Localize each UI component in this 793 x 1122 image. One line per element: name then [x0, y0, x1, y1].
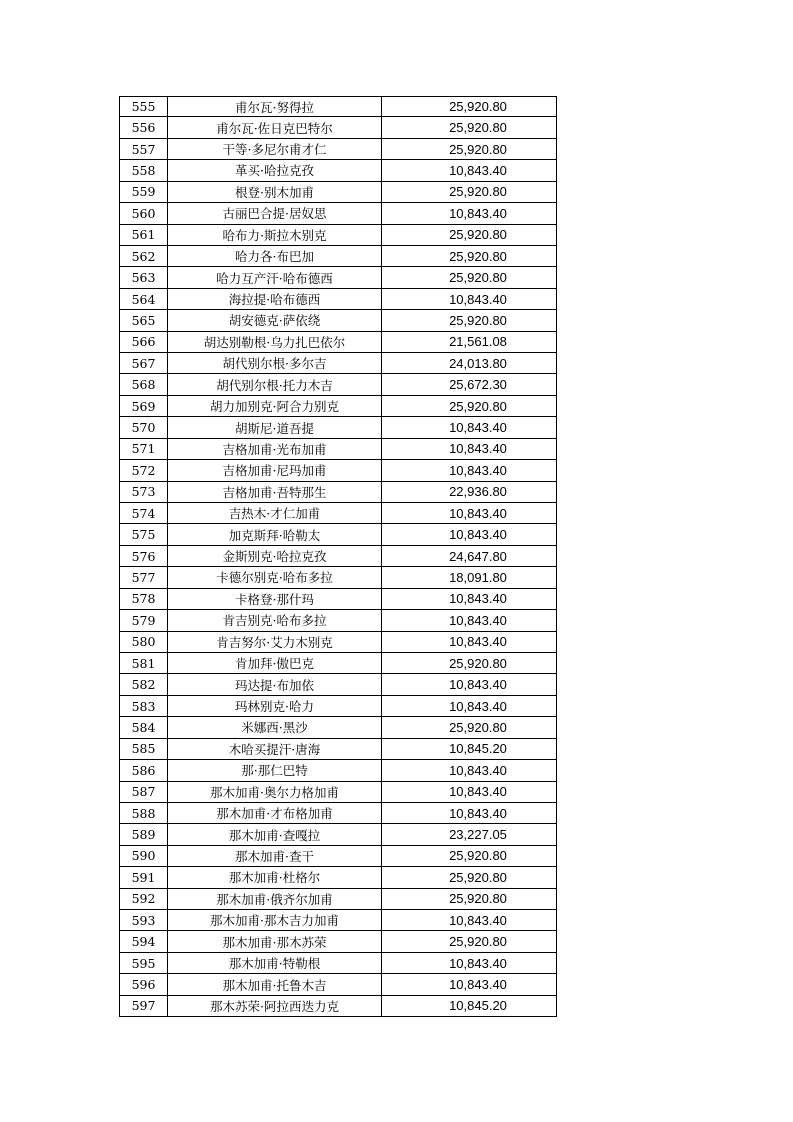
name-cell: 那·那仁巴特	[167, 760, 381, 780]
table-row	[119, 117, 557, 138]
table-row	[119, 760, 557, 781]
amount-cell: 10,843.40	[381, 910, 557, 930]
table-row	[119, 589, 557, 610]
row-number-cell: 587	[119, 782, 167, 802]
table-row	[119, 910, 557, 931]
table-row	[119, 674, 557, 695]
name-cell: 哈力各·布巴加	[167, 246, 381, 266]
row-number-cell: 571	[119, 439, 167, 459]
name-cell: 胡代别尔根·托力木吉	[167, 374, 381, 394]
name-cell: 根登·别木加甫	[167, 182, 381, 202]
name-cell: 干等·多尼尔甫才仁	[167, 139, 381, 159]
data-table	[119, 96, 557, 1017]
table-row	[119, 632, 557, 653]
amount-cell: 25,920.80	[381, 653, 557, 673]
amount-cell: 10,843.40	[381, 589, 557, 609]
amount-cell: 21,561.08	[381, 332, 557, 352]
row-number-cell: 585	[119, 739, 167, 759]
row-number-cell: 595	[119, 953, 167, 973]
table-row	[119, 267, 557, 288]
amount-cell: 25,920.80	[381, 267, 557, 287]
amount-cell: 25,672.30	[381, 374, 557, 394]
name-cell: 甫尔瓦·佐日克巴特尔	[167, 117, 381, 137]
amount-cell: 25,920.80	[381, 246, 557, 266]
row-number-cell: 576	[119, 546, 167, 566]
amount-cell: 10,843.40	[381, 632, 557, 652]
name-cell: 胡达别勒根·乌力扎巴依尔	[167, 332, 381, 352]
name-cell: 米娜西·黑沙	[167, 717, 381, 737]
row-number-cell: 570	[119, 417, 167, 437]
name-cell: 胡安德克·萨依绕	[167, 310, 381, 330]
name-cell: 胡力加别克·阿合力别克	[167, 396, 381, 416]
table-row	[119, 953, 557, 974]
row-number-cell: 588	[119, 803, 167, 823]
name-cell: 古丽巴合提·居奴思	[167, 203, 381, 223]
name-cell: 那木加甫·那木苏荣	[167, 931, 381, 951]
table-row	[119, 610, 557, 631]
row-number-cell: 559	[119, 182, 167, 202]
table-row	[119, 332, 557, 353]
row-number-cell: 593	[119, 910, 167, 930]
amount-cell: 10,845.20	[381, 739, 557, 759]
name-cell: 那木加甫·才布格加甫	[167, 803, 381, 823]
name-cell: 那木加甫·托鲁木吉	[167, 974, 381, 994]
name-cell: 加克斯拜·哈勒太	[167, 524, 381, 544]
table-row	[119, 439, 557, 460]
amount-cell: 10,843.40	[381, 503, 557, 523]
amount-cell: 10,843.40	[381, 674, 557, 694]
row-number-cell: 569	[119, 396, 167, 416]
row-number-cell: 592	[119, 889, 167, 909]
table-row	[119, 96, 557, 117]
amount-cell: 25,920.80	[381, 182, 557, 202]
row-number-cell: 565	[119, 310, 167, 330]
amount-cell: 25,920.80	[381, 889, 557, 909]
name-cell: 哈力互产汗·哈布德西	[167, 267, 381, 287]
row-number-cell: 561	[119, 225, 167, 245]
amount-cell: 25,920.80	[381, 117, 557, 137]
row-number-cell: 572	[119, 460, 167, 480]
amount-cell: 25,920.80	[381, 931, 557, 951]
table-row	[119, 203, 557, 224]
name-cell: 那木加甫·杜格尔	[167, 867, 381, 887]
amount-cell: 10,843.40	[381, 289, 557, 309]
row-number-cell: 589	[119, 824, 167, 844]
amount-cell: 25,920.80	[381, 717, 557, 737]
name-cell: 肯吉别克·哈布多拉	[167, 610, 381, 630]
amount-cell: 10,845.20	[381, 996, 557, 1016]
row-number-cell: 586	[119, 760, 167, 780]
row-number-cell: 574	[119, 503, 167, 523]
row-number-cell: 596	[119, 974, 167, 994]
table-row	[119, 867, 557, 888]
table-row	[119, 739, 557, 760]
table-row	[119, 546, 557, 567]
name-cell: 胡代别尔根·多尔吉	[167, 353, 381, 373]
row-number-cell: 555	[119, 97, 167, 116]
name-cell: 那木加甫·查干	[167, 846, 381, 866]
name-cell: 吉格加甫·吾特那生	[167, 482, 381, 502]
name-cell: 那木加甫·特勒根	[167, 953, 381, 973]
amount-cell: 25,920.80	[381, 846, 557, 866]
row-number-cell: 567	[119, 353, 167, 373]
table-row	[119, 653, 557, 674]
amount-cell: 25,920.80	[381, 97, 557, 116]
row-number-cell: 578	[119, 589, 167, 609]
table-row	[119, 824, 557, 845]
row-number-cell: 591	[119, 867, 167, 887]
row-number-cell: 594	[119, 931, 167, 951]
table-row	[119, 246, 557, 267]
name-cell: 卡德尔别克·哈布多拉	[167, 567, 381, 587]
row-number-cell: 581	[119, 653, 167, 673]
table-row	[119, 696, 557, 717]
table-row	[119, 310, 557, 331]
row-number-cell: 558	[119, 160, 167, 180]
name-cell: 肯吉努尔·艾力木别克	[167, 632, 381, 652]
name-cell: 肯加拜·傲巴克	[167, 653, 381, 673]
table-row	[119, 803, 557, 824]
row-number-cell: 573	[119, 482, 167, 502]
table-row	[119, 524, 557, 545]
name-cell: 吉格加甫·光布加甫	[167, 439, 381, 459]
row-number-cell: 556	[119, 117, 167, 137]
table-row	[119, 225, 557, 246]
row-number-cell: 575	[119, 524, 167, 544]
table-row	[119, 289, 557, 310]
table-row	[119, 139, 557, 160]
name-cell: 玛林别克·哈力	[167, 696, 381, 716]
name-cell: 那木加甫·俄齐尔加甫	[167, 889, 381, 909]
row-number-cell: 568	[119, 374, 167, 394]
table-row	[119, 353, 557, 374]
row-number-cell: 566	[119, 332, 167, 352]
row-number-cell: 590	[119, 846, 167, 866]
row-number-cell: 579	[119, 610, 167, 630]
name-cell: 海拉提·哈布德西	[167, 289, 381, 309]
amount-cell: 25,920.80	[381, 139, 557, 159]
row-number-cell: 557	[119, 139, 167, 159]
row-number-cell: 577	[119, 567, 167, 587]
name-cell: 那木苏荣·阿拉西迭力克	[167, 996, 381, 1016]
name-cell: 那木加甫·查嘎拉	[167, 824, 381, 844]
row-number-cell: 562	[119, 246, 167, 266]
name-cell: 哈布力·斯拉木别克	[167, 225, 381, 245]
name-cell: 胡斯尼·道吾提	[167, 417, 381, 437]
row-number-cell: 563	[119, 267, 167, 287]
table-row	[119, 996, 557, 1017]
table-row	[119, 460, 557, 481]
amount-cell: 10,843.40	[381, 524, 557, 544]
amount-cell: 10,843.40	[381, 160, 557, 180]
table-row	[119, 931, 557, 952]
name-cell: 甫尔瓦·努得拉	[167, 97, 381, 116]
amount-cell: 24,013.80	[381, 353, 557, 373]
amount-cell: 10,843.40	[381, 953, 557, 973]
amount-cell: 22,936.80	[381, 482, 557, 502]
table-row	[119, 782, 557, 803]
table-row	[119, 974, 557, 995]
amount-cell: 25,920.80	[381, 867, 557, 887]
name-cell: 吉格加甫·尼玛加甫	[167, 460, 381, 480]
name-cell: 木哈买提汗·唐海	[167, 739, 381, 759]
amount-cell: 25,920.80	[381, 310, 557, 330]
table-row	[119, 160, 557, 181]
table-row	[119, 417, 557, 438]
table-row	[119, 717, 557, 738]
amount-cell: 25,920.80	[381, 396, 557, 416]
amount-cell: 10,843.40	[381, 439, 557, 459]
name-cell: 卡格登·那什玛	[167, 589, 381, 609]
amount-cell: 10,843.40	[381, 696, 557, 716]
amount-cell: 10,843.40	[381, 460, 557, 480]
table-row	[119, 374, 557, 395]
amount-cell: 10,843.40	[381, 974, 557, 994]
name-cell: 金斯别克·哈拉克孜	[167, 546, 381, 566]
table-row	[119, 482, 557, 503]
amount-cell: 25,920.80	[381, 225, 557, 245]
table-row	[119, 182, 557, 203]
amount-cell: 10,843.40	[381, 782, 557, 802]
row-number-cell: 597	[119, 996, 167, 1016]
amount-cell: 10,843.40	[381, 803, 557, 823]
amount-cell: 10,843.40	[381, 417, 557, 437]
row-number-cell: 584	[119, 717, 167, 737]
name-cell: 玛达提·布加依	[167, 674, 381, 694]
table-row	[119, 503, 557, 524]
amount-cell: 23,227.05	[381, 824, 557, 844]
row-number-cell: 564	[119, 289, 167, 309]
row-number-cell: 580	[119, 632, 167, 652]
name-cell: 那木加甫·那木吉力加甫	[167, 910, 381, 930]
row-number-cell: 582	[119, 674, 167, 694]
table-row	[119, 846, 557, 867]
amount-cell: 10,843.40	[381, 203, 557, 223]
amount-cell: 18,091.80	[381, 567, 557, 587]
row-number-cell: 583	[119, 696, 167, 716]
row-number-cell: 560	[119, 203, 167, 223]
amount-cell: 10,843.40	[381, 760, 557, 780]
table-row	[119, 889, 557, 910]
amount-cell: 10,843.40	[381, 610, 557, 630]
table-row	[119, 567, 557, 588]
table-row	[119, 396, 557, 417]
name-cell: 革买·哈拉克孜	[167, 160, 381, 180]
name-cell: 吉热木·才仁加甫	[167, 503, 381, 523]
name-cell: 那木加甫·奥尔力格加甫	[167, 782, 381, 802]
amount-cell: 24,647.80	[381, 546, 557, 566]
